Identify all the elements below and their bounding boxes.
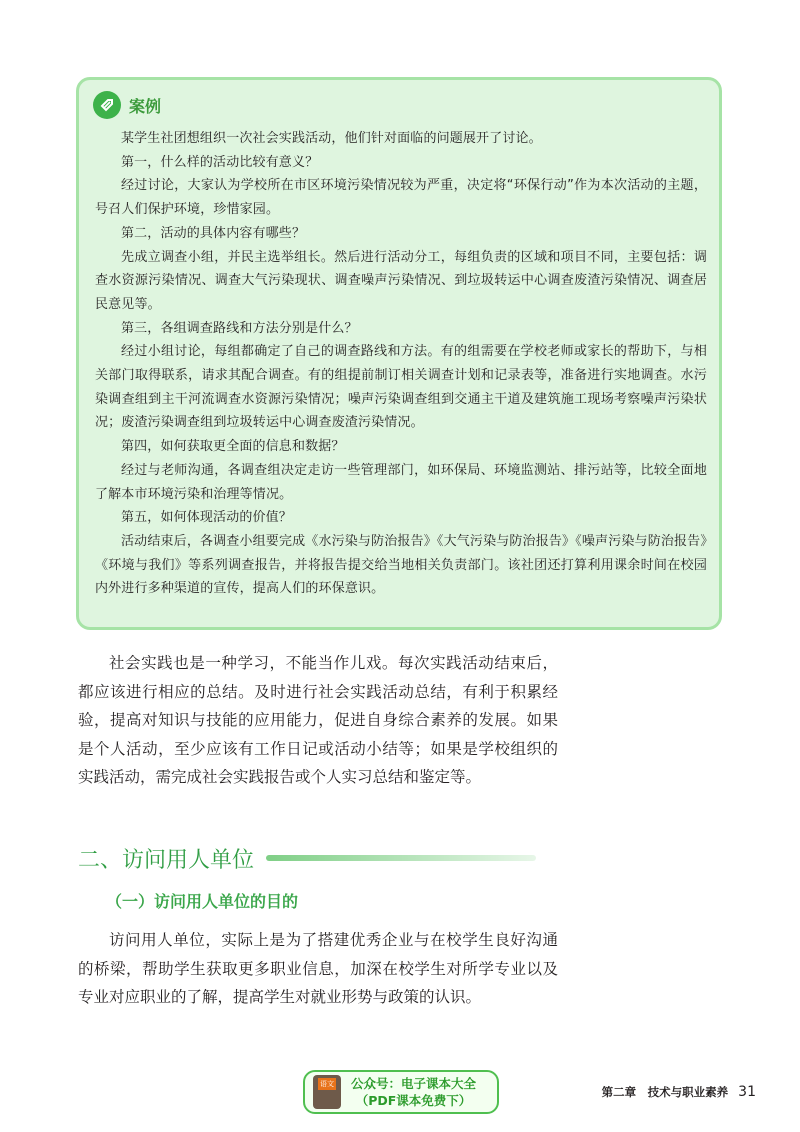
case-body <box>95 127 707 601</box>
section-heading <box>78 840 578 876</box>
subsection-title: （一）访问用人单位的目的 <box>106 892 299 911</box>
page-number: 31 <box>738 1084 756 1100</box>
case-paragraph: 某学生社团想组织一次社会实践活动，他们针对面临的问题展开了讨论。 <box>121 131 542 146</box>
body-paragraph: 访问用人单位，实际上是为了搭建优秀企业与在校学生良好沟通的桥梁，帮助学生获取更多职业信息，加深在校学生对所学专业以及专业对应职业的了解，提高学生对就业形势与政策的认识。 <box>78 931 558 1006</box>
case-question: 第一，什么样的活动比较有意义？ <box>121 154 319 170</box>
page-footer <box>602 1084 756 1100</box>
book-icon <box>313 1075 341 1109</box>
section-divider <box>266 855 536 861</box>
purpose-text <box>78 926 558 1012</box>
footer-chapter: 第二章 技术与职业素养 <box>601 1085 729 1099</box>
watermark-line-2: （PDF课本免费下） <box>355 1093 472 1108</box>
watermark-text <box>351 1075 476 1109</box>
case-question: 第五，如何体现活动的价值？ <box>121 510 292 526</box>
main-text <box>78 649 558 792</box>
book-icon-label: 语文 <box>320 1080 334 1088</box>
case-paragraph: 经过小组讨论，每组都确定了自己的调查路线和方法。有的组需要在学校老师或家长的帮助下，与相关部门取得联系，请求其配合调查。有的组提前制订相关调查计划和记录表等，准备进行实地调查。水污染调查组到主干河流调查水资源污染情况；噪声污染调查组到交通主干道及建筑施工现场考察噪声污染状况；废渣污染调查组到垃圾转运中心调查废渣污染情况。 <box>95 344 707 431</box>
case-leaf-icon <box>93 91 121 119</box>
case-paragraph: 经过讨论，大家认为学校所在市区环境污染情况较为严重，决定将“环保行动”作为本次活动的主题，号召人们保护环境，珍惜家园。 <box>95 178 707 218</box>
case-header <box>93 90 161 120</box>
case-question: 第二，活动的具体内容有哪些？ <box>121 225 306 241</box>
case-paragraph: 先成立调查小组，并民主选举组长。然后进行活动分工，每组负责的区域和项目不同，主要包括：调查水资源污染情况、调查大气污染现状、调查噪声污染情况、到垃圾转运中心调查废渣污染情况、调查居民意见等。 <box>95 249 707 312</box>
case-paragraph: 经过与老师沟通，各调查组决定走访一些管理部门，如环保局、环境监测站、排污站等，比较全面地了解本市环境污染和治理等情况。 <box>95 462 707 502</box>
section-title: 二、访问用人单位 <box>78 847 255 873</box>
case-title: 案例 <box>129 96 162 116</box>
case-question: 第四，如何获取更全面的信息和数据？ <box>121 439 345 455</box>
body-paragraph: 社会实践也是一种学习，不能当作儿戏。每次实践活动结束后，都应该进行相应的总结。及时进行社会实践活动总结，有利于积累经验，提高对知识与技能的应用能力，促进自身综合素养的发展。如果是个人活动，至少应该有工作日记或活动小结等；如果是学校组织的实践活动，需完成社会实践报告或个人实习总结和鉴定等。 <box>78 654 558 786</box>
case-paragraph: 活动结束后，各调查小组要完成《水污染与防治报告》《大气污染与防治报告》《噪声污染与防治报告》《环境与我们》等系列调查报告，并将报告提交给当地相关负责部门。该社团还打算利用课余时间在校园内外进行多种渠道的宣传，提高人们的环保意识。 <box>95 533 707 597</box>
case-question: 第三，各组调查路线和方法分别是什么？ <box>121 320 358 336</box>
case-box <box>76 77 722 630</box>
watermark-badge <box>303 1070 499 1114</box>
watermark-line-1: 公众号：电子课本大全 <box>351 1076 477 1091</box>
